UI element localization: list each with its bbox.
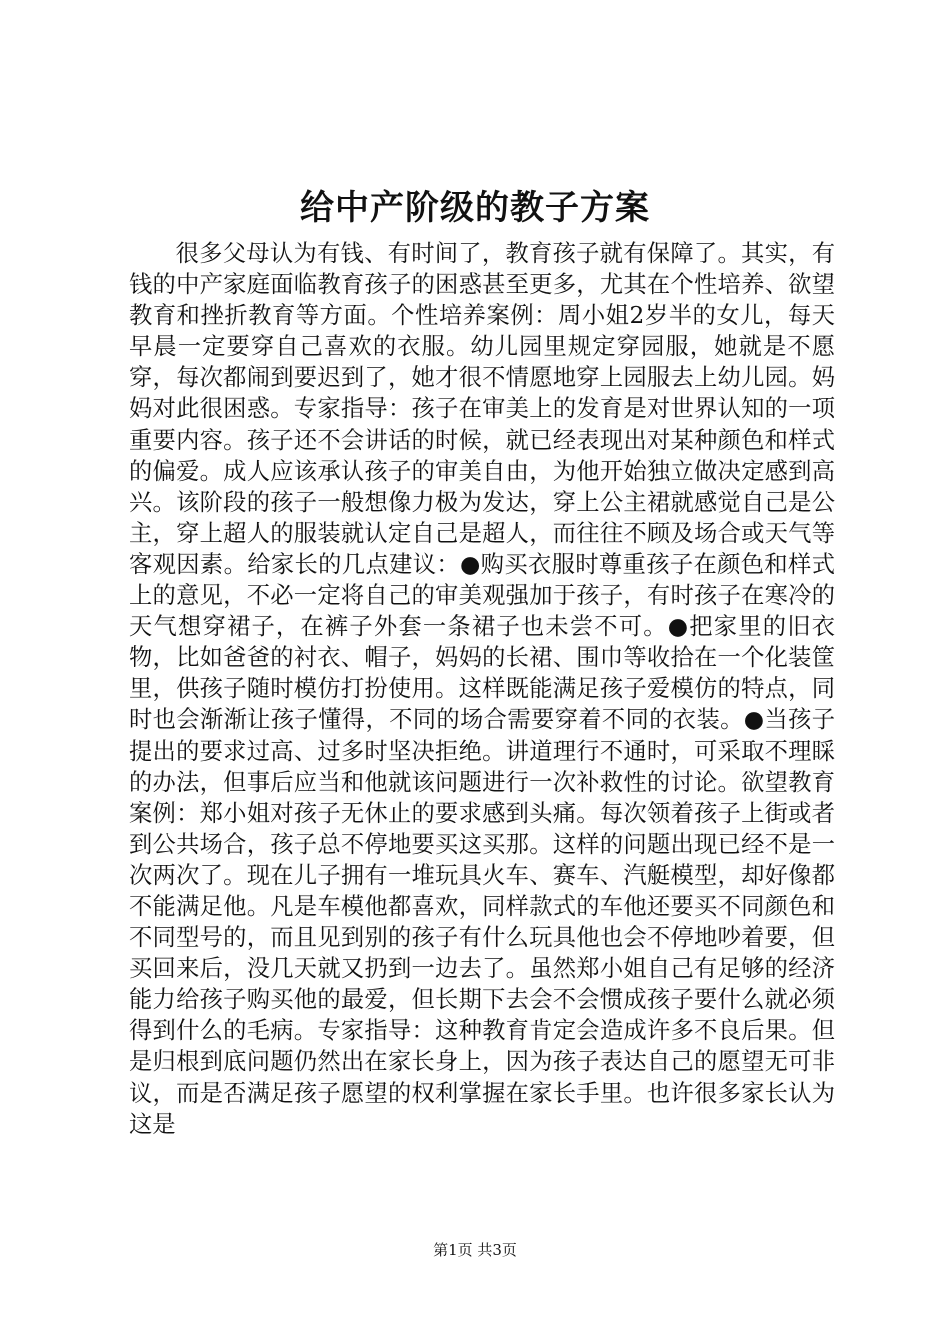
document-title: 给中产阶级的教子方案	[300, 188, 650, 228]
body-paragraph: 很多父母认为有钱、有时间了，教育孩子就有保障了。其实，有钱的中产家庭面临教育孩子的困惑甚至更多，尤其在个性培养、欲望教育和挫折教育等方面。个性培养案例：周小姐2岁半的女儿，每天早晨一定要穿自己喜欢的衣服。幼儿园里规定穿园服，她就是不愿穿，每次都闹到要迟到了，她才很不情愿地穿上园服去上幼儿园。妈妈对此很困惑。专家指导：孩子在审美上的发育是对世界认知的一项重要内容。孩子还不会讲话的时候，就已经表现出对某种颜色和样式的偏爱。成人应该承认孩子的审美自由，为他开始独立做决定感到高兴。该阶段的孩子一般想像力极为发达，穿上公主裙就感觉自己是公主，穿上超人的服装就认定自己是超人，而往往不顾及场合或天气等客观因素。给家长的几点建议：●购买衣服时尊重孩子在颜色和样式上的意见，不必一定将自己的审美观强加于孩子，有时孩子在寒冷的天气想穿裙子，在裤子外套一条裙子也未尝不可。●把家里的旧衣物，比如爸爸的衬衣、帽子，妈妈的长裙、围巾等收拾在一个化装筐里，供孩子随时模仿打扮使用。这样既能满足孩子爱模仿的特点，同时也会渐渐让孩子懂得，不同的场合需要穿着不同的衣装。●当孩子提出的要求过高、过多时坚决拒绝。讲道理行不通时，可采取不理睬的办法，但事后应当和他就该问题进行一次补救性的讨论。欲望教育案例：郑小姐对孩子无休止的要求感到头痛。每次领着孩子上街或者到公共场合，孩子总不停地要买这买那。这样的问题出现已经不是一次两次了。现在儿子拥有一堆玩具火车、赛车、汽艇模型，却好像都不能满足他。凡是车模他都喜欢，同样款式的车他还要买不同颜色和不同型号的，而且见到别的孩子有什么玩具他也会不停地吵着要，但买回来后，没几天就又扔到一边去了。虽然郑小姐自己有足够的经济能力给孩子购买他的最爱，但长期下去会不会惯成孩子要什么就必须得到什么的毛病。专家指导：这种教育肯定会造成许多不良后果。但是归根到底问题仍然出在家长身上，因为孩子表达自己的愿望无可非议，而是否满足孩子愿望的权利掌握在家长手里。也许很多家长认为这是	[129, 240, 835, 1138]
page-footer: 第1页 共3页	[433, 1241, 517, 1259]
